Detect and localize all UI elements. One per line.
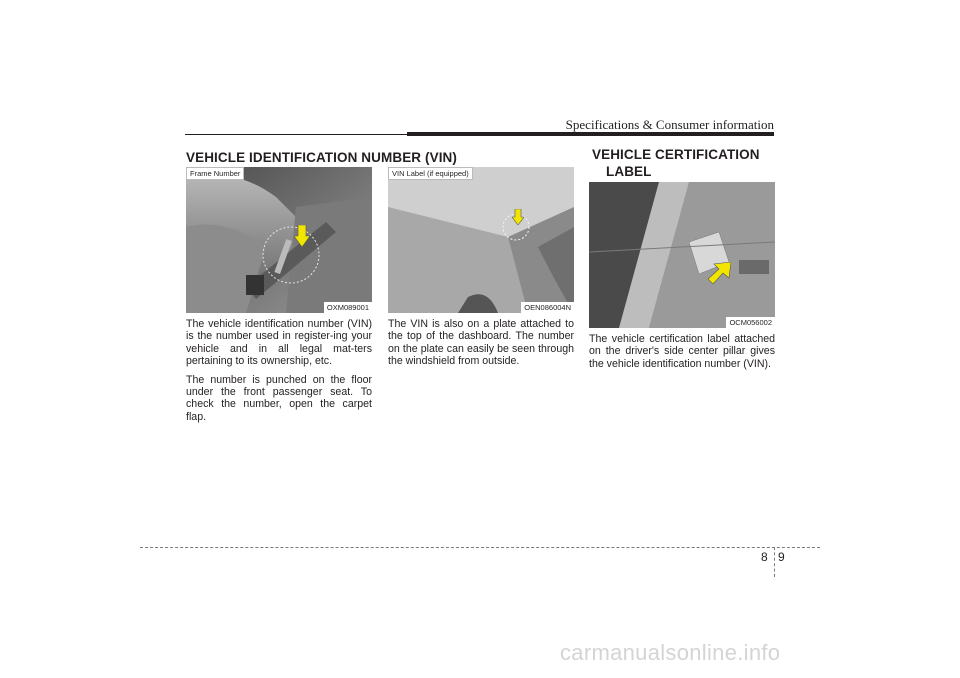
certification-paragraph-1: The vehicle certification label attached on the driver's side center pillar gives the vehicle identification number (VIN). — [589, 333, 775, 370]
dashboard-body-text — [388, 318, 574, 374]
vin-section-title: VEHICLE IDENTIFICATION NUMBER (VIN) — [186, 150, 457, 165]
header-rule-thick — [407, 132, 774, 136]
page-number: 9 — [778, 550, 785, 564]
figure-code-3: OCM056002 — [726, 317, 775, 328]
running-header: Specifications & Consumer information — [565, 117, 774, 132]
vin-label-photo — [388, 167, 574, 313]
header-rule-thin — [185, 134, 407, 135]
frame-number-photo — [186, 167, 372, 313]
cert-title-line1: VEHICLE CERTIFICATION — [592, 147, 760, 162]
footer-dashed-rule — [140, 547, 820, 548]
footer-vertical-rule — [774, 547, 775, 577]
arrow-down-icon — [512, 209, 524, 225]
vin-paragraph-2: The number is punched on the floor under the front passenger seat. To check the number, open the carpet flap. — [186, 373, 372, 423]
figure-code-2: OEN086004N — [521, 302, 574, 313]
dashboard-illustration — [388, 167, 574, 313]
vin-label-caption: VIN Label (if equipped) — [388, 167, 473, 180]
certification-section-title — [592, 146, 782, 180]
site-watermark: carmanualsonline.info — [560, 640, 781, 665]
cert-title-line2: LABEL — [606, 164, 652, 179]
vin-paragraph-1: The vehicle identification number (VIN) is the number used in register-ing your vehicle and in all legal mat-ters pertaining to its ownership, etc. — [186, 318, 372, 368]
vin-body-text — [186, 318, 372, 429]
certification-label-photo — [589, 182, 775, 328]
arrow-down-icon — [294, 225, 310, 247]
seat-illustration — [186, 167, 372, 313]
dashboard-paragraph-1: The VIN is also on a plate attached to the top of the dashboard. The number on the plate can easily be seen through the windshield from outside. — [388, 318, 574, 368]
arrow-up-right-icon — [707, 262, 731, 286]
chapter-number: 8 — [761, 550, 768, 564]
frame-number-label: Frame Number — [186, 167, 244, 180]
center-pillar-illustration — [589, 182, 775, 328]
figure-code-1: OXM089001 — [324, 302, 372, 313]
certification-body-text — [589, 333, 775, 376]
